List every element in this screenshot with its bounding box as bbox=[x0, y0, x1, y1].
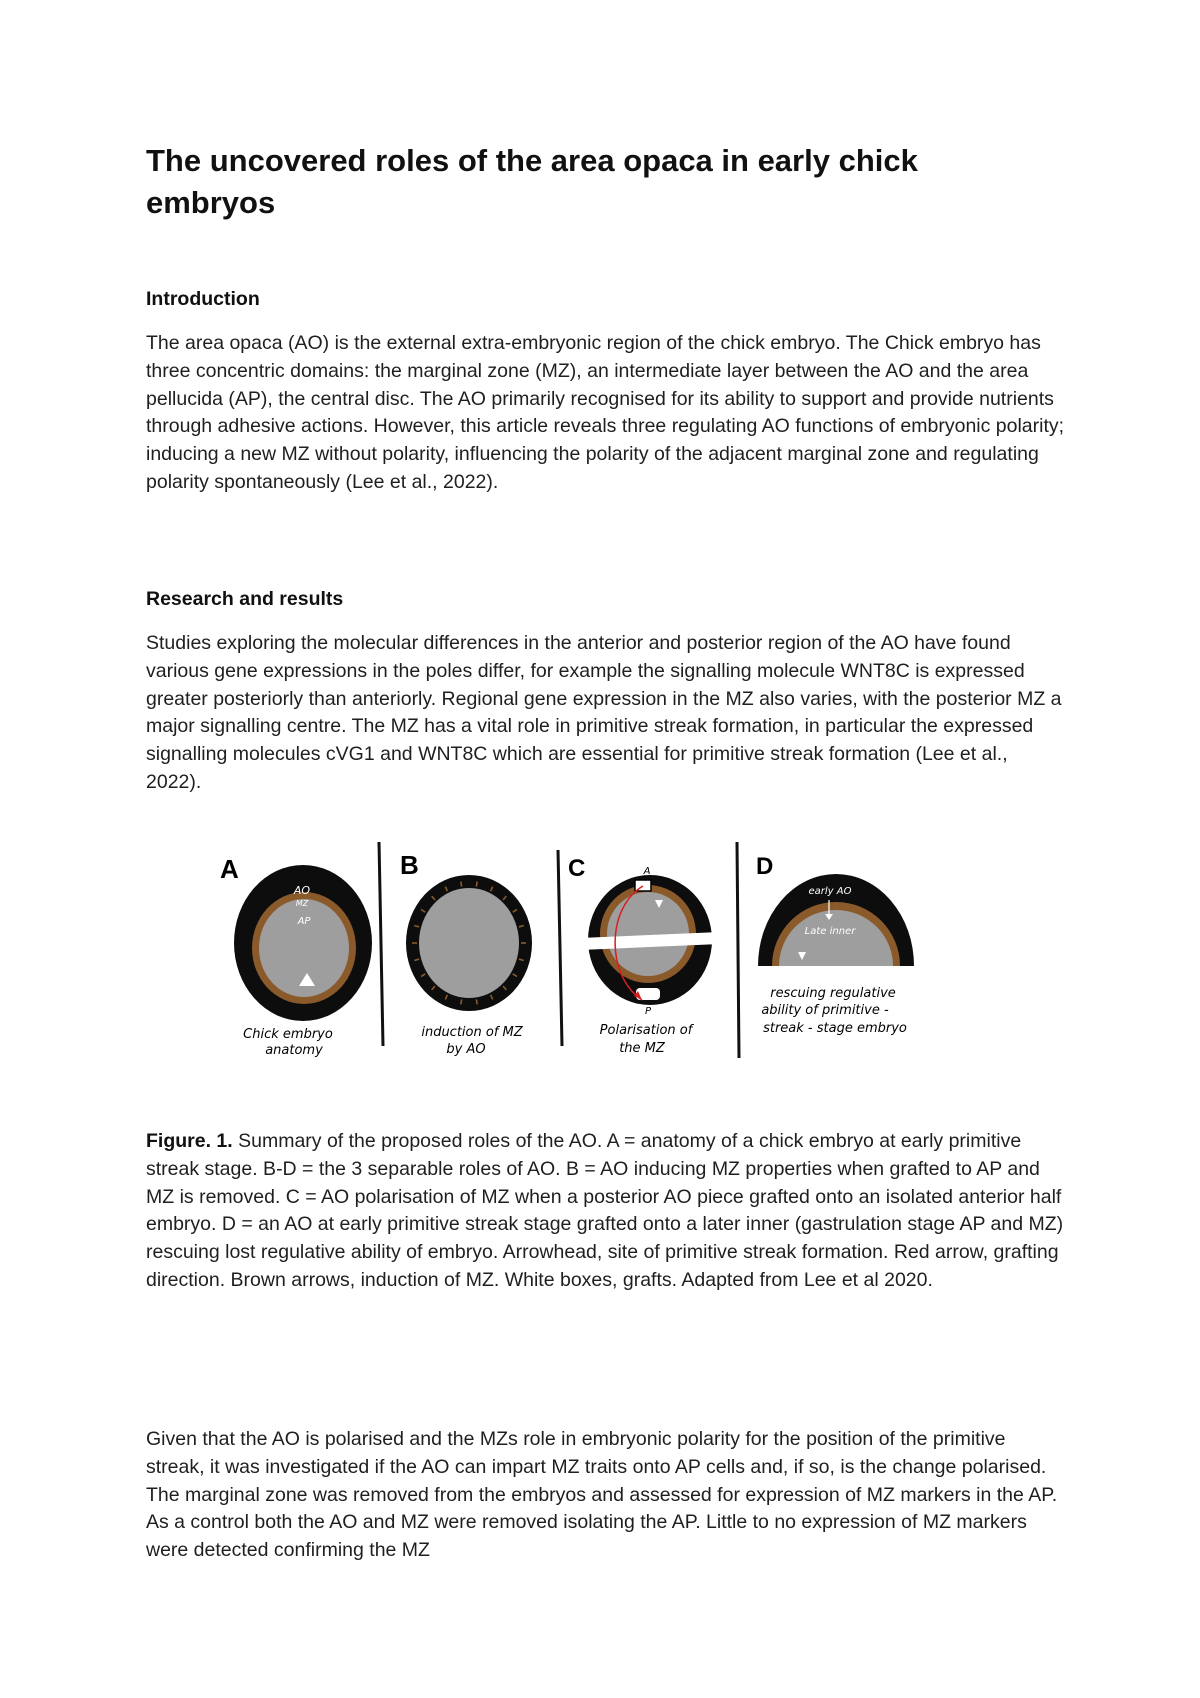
label-mz: MZ bbox=[295, 899, 309, 908]
panel-d-caption-line2: ability of primitive - bbox=[761, 1003, 889, 1018]
label-late-inner: Late inner bbox=[804, 926, 856, 937]
research-heading: Research and results bbox=[146, 588, 344, 610]
figure-caption-text: Summary of the proposed roles of the AO. A = anatomy of a chick embryo at early primitive streak stage. B-D = the 3 separable roles of AO. B = AO inducing MZ properties when grafted to AP and MZ is removed. C = AO polarisation of MZ when a posterior AO piece grafted onto an isolated anterior half embryo. D = an AO at early primitive streak stage grafted onto a later inner (gastrulation stage AP and MZ) rescuing lost regulative ability of embryo. Arrowhead, site of primitive streak formation. Red arrow, grafting direction. Brown arrows, induction of MZ. White boxes, grafts. Adapted from Lee et al 2020. bbox=[146, 1130, 1064, 1291]
panel-a-caption-line1: Chick embryo bbox=[243, 1027, 333, 1042]
panel-d-caption-line1: rescuing regulative bbox=[770, 986, 896, 1001]
label-early-ao: early AO bbox=[808, 886, 852, 897]
induction-arrow-icon bbox=[476, 999, 477, 1004]
panel-divider bbox=[558, 850, 562, 1046]
figure-caption bbox=[146, 1128, 1066, 1295]
page-title: The uncovered roles of the area opaca in early chick embryos bbox=[146, 143, 918, 220]
induction-arrow-icon bbox=[476, 882, 477, 887]
induction-arrow-icon bbox=[461, 882, 462, 887]
panel-d-caption-line3: streak - stage embryo bbox=[763, 1021, 907, 1036]
intro-heading: Introduction bbox=[146, 288, 260, 310]
panel-c-letter: C bbox=[568, 855, 586, 882]
panel-b-caption-line1: induction of MZ bbox=[421, 1025, 523, 1040]
panel-a-caption-line2: anatomy bbox=[265, 1043, 323, 1058]
label-ao: AO bbox=[293, 884, 311, 897]
panel-a bbox=[220, 854, 372, 1058]
induction-arrow-icon bbox=[461, 999, 462, 1004]
panel-a-letter: A bbox=[220, 854, 239, 884]
panel-d bbox=[756, 853, 914, 1036]
panel-d-letter: D bbox=[756, 853, 774, 880]
panel-b-letter: B bbox=[400, 850, 419, 880]
research-paragraph: Studies exploring the molecular differences in the anterior and posterior region of the AO have found various gene expressions in the poles differ, for example the signalling molecule WNT8C is expressed greater posteriorly than anteriorly. Regional gene expression in the MZ also varies, with the posterior MZ a major signalling centre. The MZ has a vital role in primitive streak formation, in particular the expressed signalling molecules cVG1 and WNT8C which are essential for primitive streak formation (Lee et al., 2022). bbox=[146, 632, 1062, 793]
posterior-mark: P bbox=[644, 1006, 652, 1017]
panel-b-caption-line2: by AO bbox=[446, 1042, 486, 1057]
panel-b bbox=[400, 850, 532, 1057]
panel-c bbox=[568, 855, 720, 1056]
body-paragraph-2: Given that the AO is polarised and the MZs role in embryonic polarity for the position of the primitive streak, it was investigated if the AO can impart MZ traits onto AP cells and, if so, is the change polarised. The marginal zone was removed from the embryos and assessed for expression of MZ markers in the AP. As a control both the AO and MZ were removed isolating the AP. Little to no expression of MZ markers were detected confirming the MZ bbox=[146, 1428, 1058, 1562]
area-pellucida bbox=[419, 888, 519, 998]
panel-c-caption-line2: the MZ bbox=[619, 1041, 665, 1056]
label-ap: AP bbox=[297, 916, 311, 927]
figure-caption-label: Figure. 1. bbox=[146, 1130, 233, 1152]
figure-1-illustration bbox=[210, 836, 940, 1076]
panel-divider bbox=[379, 842, 383, 1046]
intro-paragraph: The area opaca (AO) is the external extra-embryonic region of the chick embryo. The Chick embryo has three concentric domains: the marginal zone (MZ), an intermediate layer between the AO and the area pellucida (AP), the central disc. The AO primarily recognised for its ability to support and provide nutrients through adhesive actions. However, this article reveals three regulating AO functions of embryonic polarity; inducing a new MZ without polarity, influencing the polarity of the adjacent marginal zone and regulating polarity spontaneously (Lee et al., 2022). bbox=[146, 332, 1065, 493]
panel-divider bbox=[737, 842, 739, 1058]
anterior-mark: A bbox=[643, 866, 651, 877]
panel-c-caption-line1: Polarisation of bbox=[599, 1023, 693, 1038]
